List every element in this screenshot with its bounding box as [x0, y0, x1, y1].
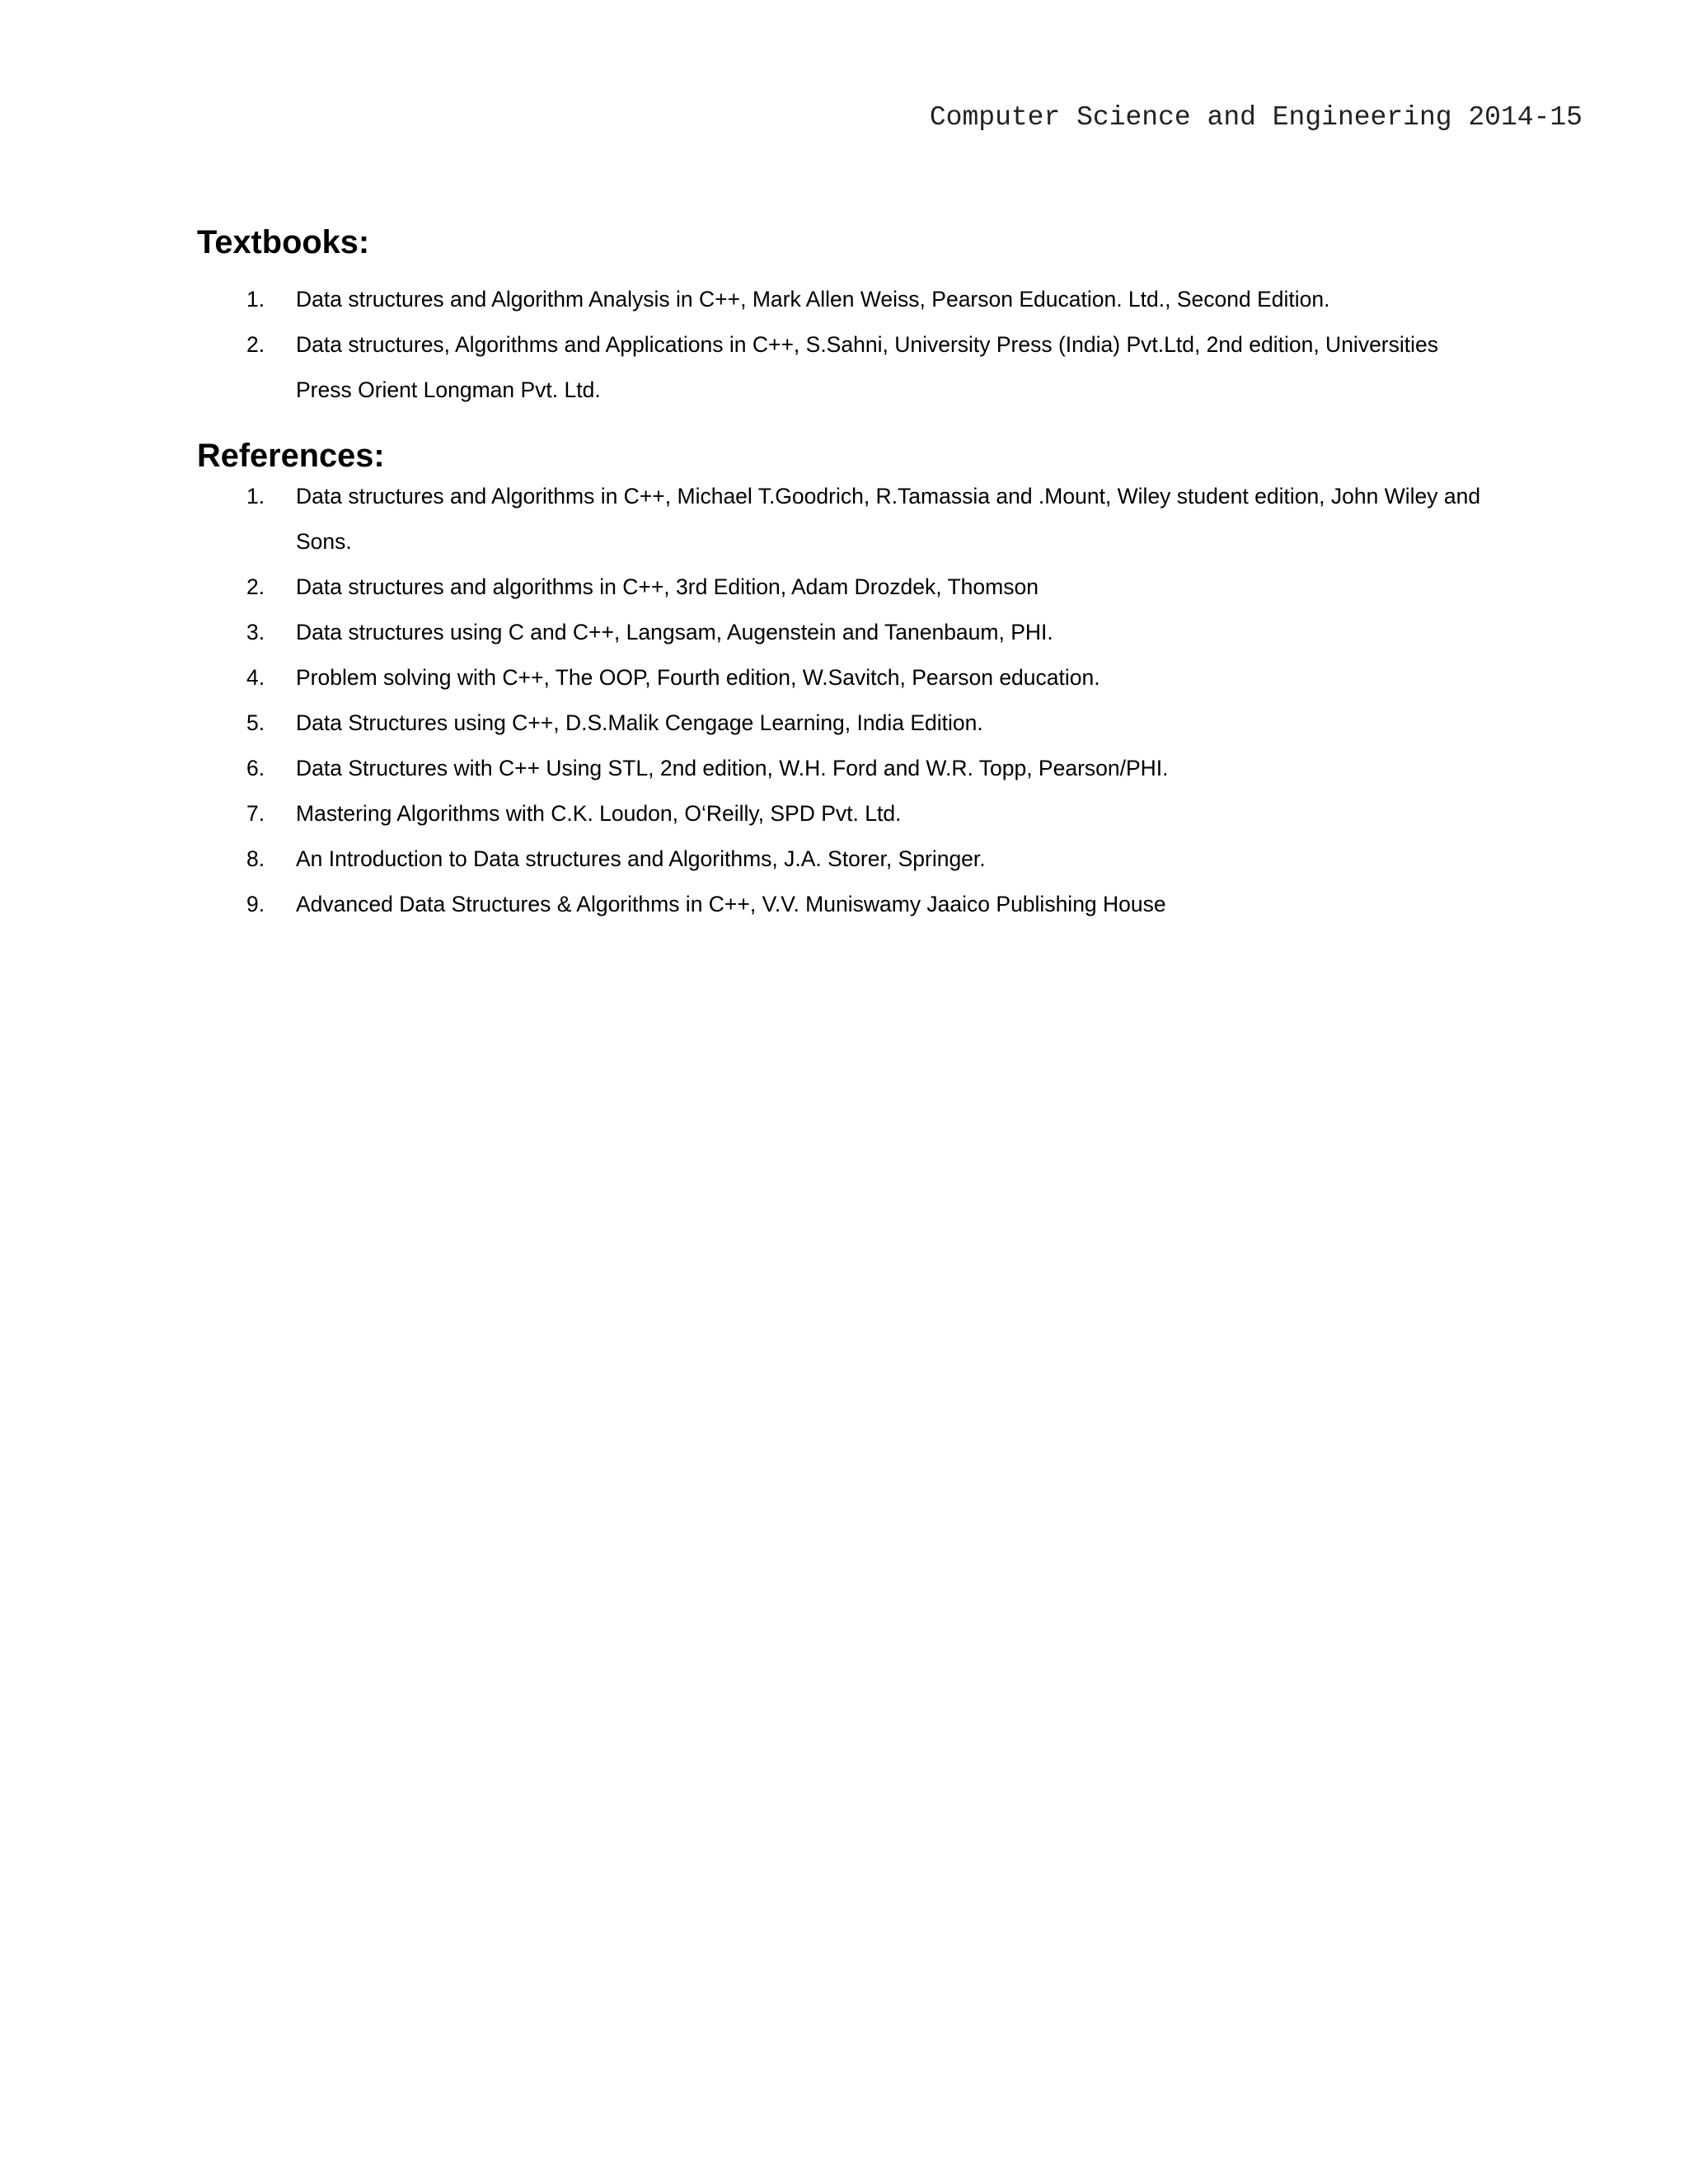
- list-item-number: 1.: [246, 287, 265, 312]
- references-heading: References:: [197, 438, 385, 474]
- document-body: [197, 224, 1499, 927]
- list-item: [197, 610, 1499, 655]
- list-item-text: Data structures and Algorithm Analysis in C++, Mark Allen Weiss, Pearson Education. Ltd., Second Edition.: [296, 287, 1330, 312]
- list-item: [197, 474, 1499, 565]
- list-item-text: Data structures, Algorithms and Applications in C++, S.Sahni, University Press (India) Pvt.Ltd, 2nd edition, Universities Press Orient Longman Pvt. Ltd.: [296, 332, 1439, 402]
- list-item: [197, 837, 1499, 882]
- list-item-text: An Introduction to Data structures and Algorithms, J.A. Storer, Springer.: [296, 846, 986, 871]
- list-item: [197, 565, 1499, 610]
- references-list: [197, 474, 1499, 927]
- list-item-number: 4.: [246, 665, 265, 690]
- list-item-text: Data structures using C and C++, Langsam, Augenstein and Tanenbaum, PHI.: [296, 620, 1053, 644]
- list-item-number: 1.: [246, 484, 265, 509]
- textbooks-heading: Textbooks:: [197, 224, 370, 260]
- list-item-number: 6.: [246, 756, 265, 780]
- list-item: [197, 746, 1499, 791]
- list-item-text: Data Structures using C++, D.S.Malik Cengage Learning, India Edition.: [296, 710, 983, 735]
- list-item-text: Data structures and algorithms in C++, 3rd Edition, Adam Drozdek, Thomson: [296, 574, 1039, 599]
- list-item: [197, 655, 1499, 701]
- page-header: Computer Science and Engineering 2014-15: [929, 102, 1582, 133]
- textbooks-list: [197, 277, 1499, 413]
- list-item-text: Data Structures with C++ Using STL, 2nd edition, W.H. Ford and W.R. Topp, Pearson/PHI.: [296, 756, 1169, 780]
- list-item-number: 9.: [246, 892, 265, 916]
- list-item-number: 2.: [246, 574, 265, 599]
- list-item-text: Mastering Algorithms with C.K. Loudon, O‘Reilly, SPD Pvt. Ltd.: [296, 801, 902, 826]
- list-item-number: 2.: [246, 332, 265, 357]
- list-item: [197, 322, 1499, 413]
- list-item: [197, 277, 1499, 322]
- list-item-text: Problem solving with C++, The OOP, Fourth edition, W.Savitch, Pearson education.: [296, 665, 1100, 690]
- list-item-number: 7.: [246, 801, 265, 826]
- list-item-number: 5.: [246, 710, 265, 735]
- list-item-number: 8.: [246, 846, 265, 871]
- list-item: [197, 882, 1499, 927]
- list-item-number: 3.: [246, 620, 265, 644]
- list-item-text: Data structures and Algorithms in C++, Michael T.Goodrich, R.Tamassia and .Mount, Wiley student edition, John Wiley and Sons.: [296, 484, 1481, 554]
- list-item: [197, 701, 1499, 746]
- list-item-text: Advanced Data Structures & Algorithms in C++, V.V. Muniswamy Jaaico Publishing House: [296, 892, 1166, 916]
- list-item: [197, 791, 1499, 837]
